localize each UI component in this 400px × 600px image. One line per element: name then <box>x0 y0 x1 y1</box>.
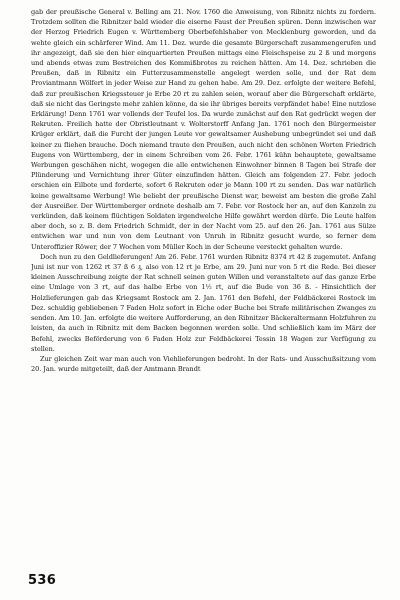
paragraph-2 <box>31 252 376 354</box>
text-line: daß zur preußischen Kriegssteuer je Erbe 20 rt zu zahlen seien, worauf aber die Bürgerschaft erklärte, <box>31 89 376 98</box>
text-line: und abends etwas zum Bestreichen des Kommißbrotes zu reichen hätten. Am 14. Dez. schrieben die <box>31 59 376 68</box>
text-line: kleinen Ausschreibung zeigte der Rat schnell seinen guten Willen und veranstaltete auf das ganze Erbe <box>31 273 376 282</box>
page-number: 536 <box>28 573 57 588</box>
text-line: Trotzdem sollten die Ribnitzer bald wieder die eiserne Faust der Preußen spüren. Denn inzwischen war <box>31 18 376 27</box>
text-line: eine Umlage von 3 rt, auf das halbe Erbe von 1½ rt, auf die Bude von 36 ß. - Hinsichtlich der <box>31 283 376 292</box>
text-line: der Ausreißer. Der Württemberger ordnete deshalb am 7. Febr. vor Rostock her an, auf den Kanzeln zu <box>31 201 376 210</box>
text-line: stellen. <box>31 344 55 353</box>
text-line: Eugens von Württemberg, der in einem Schreiben vom 26. Febr. 1761 kühn behauptete, gewaltsame <box>31 150 376 159</box>
text-line: Proviantmann Wölfert in jeder Weise zur Hand zu gehen habe. Am 29. Dez. erfolgte der weitere Befehl, <box>31 79 376 88</box>
text-line: 20. Jan. wurde mitgeteilt, daß der Amtmann Brandt <box>31 365 201 374</box>
text-line: Juni ist nur von 1262 rt 37 ß 6 ₰, also von 12 rt je Erbe, am 29. Juni nur von 5 rt die Rede. Bei dieser <box>31 263 376 272</box>
text-line: Preußen, daß in Ribnitz ein Futterzusammenstelle angelegt werden solle, und der Rat dem <box>31 69 376 78</box>
text-line: keine gewaltsame Werbung! Wie beliebt der preußische Dienst war, beweist am besten die große Zahl <box>31 191 376 200</box>
text-line: Plünderung und Vernichtung ihrer Güter einzufinden hätten. Gleich am folgenden 27. Febr. jedoch <box>31 171 376 180</box>
text-line: keiner zu fliehen brauche. Doch niemand traute den Preußen, auch nicht den schönen Worten Friedrich <box>31 140 376 149</box>
text-line: gab der preußische General v. Belling am 21. Nov. 1760 die Anweisung, von Ribnitz nichts zu fordern. <box>31 8 376 16</box>
text-line: Unteroffizier Röwer, der 7 Wochen vom Müller Koch in der Scheune versteckt gehalten wurde. <box>31 242 343 251</box>
text-line: erschien ein Eilbote und forderte, sofort 6 Rekruten oder je Mann 100 rt zu senden. Das war natürlich <box>31 181 376 190</box>
text-line: verkünden, daß keinem flüchtigen Soldaten irgendwelche Hilfe gewährt werden dürfe. Die Leute halfen <box>31 212 376 221</box>
text-line: Dez. schuldig gebliebenen 7 Faden Holz sofort in Eiche oder Buche bei Strafe militärischen Zwanges zu <box>31 303 376 312</box>
text-line: daß sie nicht das Geringste mehr zahlen könne, da sie ihr übriges bereits verpfändet habe! Eine nutzlose <box>31 99 376 108</box>
paragraph-1 <box>31 7 376 252</box>
text-line: Krüger erklärt, daß die Furcht der jungen Leute vor gewaltsamer Aushebung unbegründet sei und daß <box>31 130 376 139</box>
text-line: Zur gleichen Zeit war man auch von Viehlieferungen bedroht. In der Rats- und Ausschußsitzung vom <box>40 354 376 363</box>
text-line: Befehl, zwecks Beförderung von 6 Faden Holz zur Feldbäckerei Tessin 18 Wagen zur Verfügung zu <box>31 334 376 343</box>
text-line: ihr angezeigt, daß sie den hier einquartierten Preußen mittags eine Fleischspeise zu 2 ß und morgens <box>31 48 376 57</box>
text-line: wehte gleich ein schärferer Wind. Am 11. Dez. wurde die gesamte Bürgerschaft zusammengerufen und <box>31 38 376 47</box>
paragraph-3 <box>31 354 376 374</box>
text-line: entwichen war und nun von dem Leutnant von Unruh in Ribnitz gesucht wurde, so ferner dem <box>31 232 376 241</box>
text-line: Erklärung! Denn 1761 war vollends der Teufel los. Da wurde zunächst auf den Rat gedrückt wegen der <box>31 110 376 119</box>
text-line: aber doch, so z. B. dem Friedrich Schmidt, der in der Nacht vom 25. auf den 26. Jan. 1761 aus Sülze <box>31 222 376 231</box>
text-line: senden. Am 10. Jan. erfolgte die weitere Aufforderung, an den Ribnitzer Bäckeraltermann Holzfuhren zu <box>31 314 376 323</box>
text-line: leisten, da auch in Ribnitz mit dem Backen begonnen werden solle. Und schließlich kam im März der <box>31 324 376 333</box>
text-line: Doch nun zu den Geldlieferungen! Am 26. Febr. 1761 wurden Ribnitz 8374 rt 42 ß zugemutet. Anfang <box>40 252 376 261</box>
text-line: Werbungen geschähen nicht, wogegen die alle entwichenen Einwohner binnen 8 Tagen bei Strafe der <box>31 161 376 170</box>
body-text <box>31 7 376 374</box>
text-line: Rekruten. Freilich hatte der Obristleutnant v. Wolterstorff Anfang Jan. 1761 noch den Bürgermeister <box>31 120 376 129</box>
text-line: der Herzog Friedrich Eugen v. Württemberg Oberbefehlshaber von Mecklenburg geworden, und da <box>31 28 376 37</box>
text-line: Holzlieferungen gab das Kriegsamt Rostock am 2. Jan. 1761 den Befehl, der Feldbäckerei Rostock im <box>31 293 376 302</box>
